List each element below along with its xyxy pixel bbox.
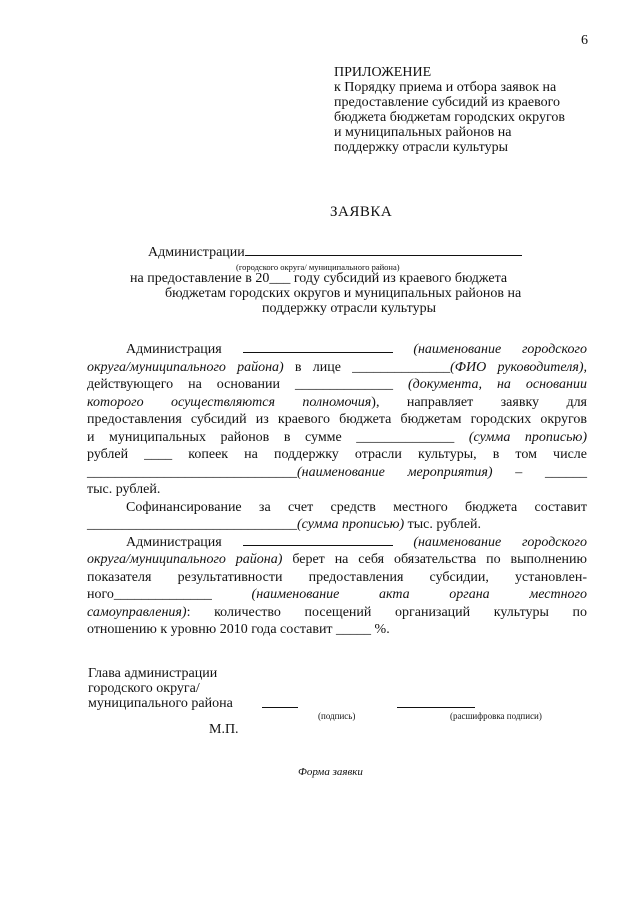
application-body	[87, 341, 587, 639]
body-line	[87, 551, 587, 569]
body-hint: (наименование акта органа местного	[251, 587, 588, 602]
body-line	[87, 429, 587, 447]
body-text: тыс. рублей.	[404, 517, 481, 532]
form-caption: Форма заявки	[298, 766, 363, 778]
body-line	[87, 534, 587, 552]
blank-field	[243, 341, 393, 353]
signature-line: Глава администрации	[88, 666, 218, 681]
body-hint: (сумма прописью)	[468, 429, 588, 445]
body-text: : количество посещений организаций культуры по	[186, 604, 587, 620]
body-line	[87, 604, 587, 622]
addressee-blank	[245, 243, 522, 256]
addressee-note: (городского округа/ муниципального района)	[236, 262, 400, 272]
body-text: действующего на основании ______________	[87, 377, 393, 392]
appendix-line: и муниципальных районов на	[334, 125, 512, 140]
appendix-heading: ПРИЛОЖЕНИЕ	[334, 65, 432, 80]
addressee-line-1: на предоставление в 20___ году субсидий из краевого бюджета	[130, 271, 508, 286]
body-hint: (документа, на основании	[407, 377, 587, 392]
appendix-line: предоставление субсидий из краевого	[334, 95, 560, 110]
document-title: ЗАЯВКА	[330, 204, 393, 220]
appendix-line: бюджета бюджетам городских округов	[334, 110, 565, 125]
body-text: Администрация	[126, 534, 222, 550]
addressee-line	[148, 243, 522, 261]
body-line	[87, 341, 587, 359]
body-hint: (наименование городского	[413, 342, 587, 357]
signature-line: городского округа/	[88, 681, 200, 696]
blank-field	[243, 534, 393, 546]
body-hint: (наименование городского	[413, 534, 587, 550]
body-text: берет на себя обязательства по выполнению	[282, 552, 588, 567]
body-text: и муниципальных районов в сумме ______________	[87, 429, 455, 445]
body-hint: округа/муниципального района)	[87, 552, 283, 567]
body-hint: которого осуществляются полномочия	[87, 394, 372, 410]
addressee-prefix: Администрации	[148, 245, 245, 260]
signature-blank	[262, 707, 298, 708]
appendix-line: к Порядку приема и отбора заявок на	[334, 80, 557, 95]
signature-decode-caption: (расшифровка подписи)	[450, 711, 542, 721]
body-text: – ______	[515, 464, 588, 480]
body-text: Администрация	[126, 342, 222, 357]
addressee-line-3: поддержку отрасли культуры	[262, 301, 437, 316]
body-line	[87, 516, 587, 534]
body-line	[87, 394, 587, 412]
body-line	[87, 376, 587, 394]
body-hint: (сумма прописью)	[297, 517, 405, 532]
page-number: 6	[581, 33, 588, 48]
body-text: ______________________________	[87, 464, 297, 480]
body-hint: (ФИО руководителя),	[450, 359, 588, 375]
body-hint: (наименование мероприятия)	[297, 464, 493, 480]
body-hint: округа/муниципального района)	[87, 359, 284, 375]
body-line	[87, 359, 587, 377]
body-text: в лице ______________	[294, 359, 451, 375]
appendix-header	[334, 65, 565, 155]
body-text: ного______________	[87, 587, 212, 602]
addressee-line-2: бюджетам городских округов и муниципальных районов на	[165, 286, 522, 301]
body-text: ______________________________	[87, 517, 297, 532]
body-line: показателя результативности предоставления субсидии, установлен-	[87, 569, 587, 585]
body-hint: самоуправления)	[87, 604, 187, 620]
body-line	[87, 586, 587, 604]
body-text: ), направляет заявку для	[371, 394, 587, 410]
body-line	[87, 464, 587, 482]
signature-block	[88, 666, 233, 711]
body-line: отношению к уровню 2010 года составит _____ %.	[87, 622, 390, 637]
body-line: Софинансирование за счет средств местного бюджета составит	[126, 499, 587, 515]
signature-decode-blank	[397, 707, 475, 708]
signature-line: муниципального района	[88, 696, 233, 711]
signature-caption: (подпись)	[318, 711, 356, 721]
body-line: предоставления субсидий из краевого бюджета бюджетам городских округов	[87, 412, 587, 427]
stamp-place: М.П.	[209, 722, 239, 737]
body-line: рублей ____ копеек на поддержку отрасли культуры, в том числе	[87, 447, 587, 462]
body-line: тыс. рублей.	[87, 482, 161, 497]
appendix-line: поддержку отрасли культуры	[334, 140, 509, 155]
